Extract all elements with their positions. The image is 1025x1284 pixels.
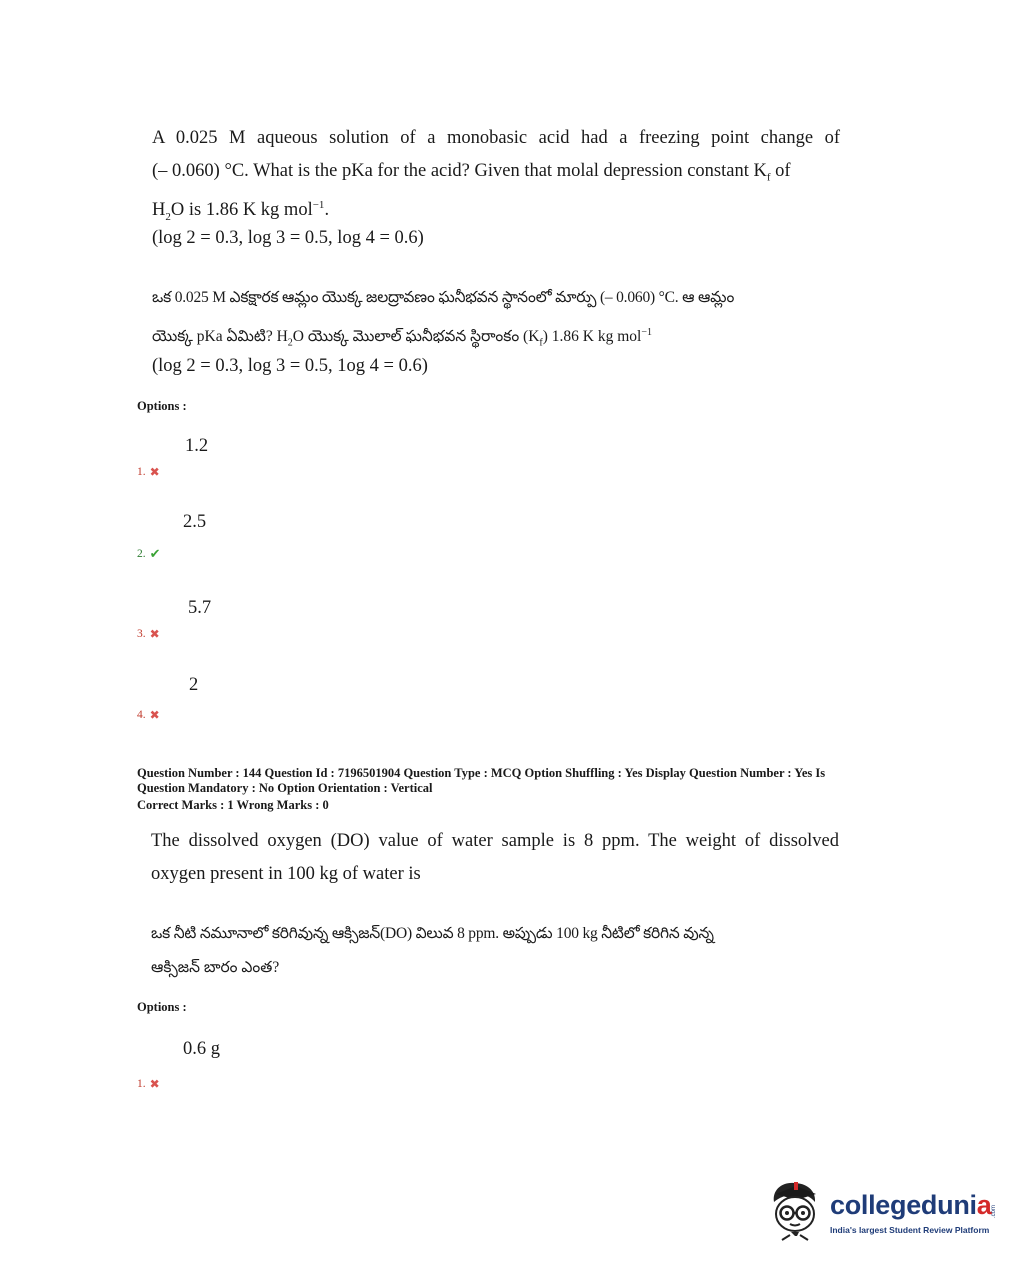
q2-telugu-line2: ఆక్సిజన్ బారం ఎంత? [151, 959, 280, 976]
logo-com: .com [991, 1205, 998, 1219]
logo-tagline: India's largest Student Review Platform [830, 1224, 990, 1235]
q2-english-line2: oxygen present in 100 kg of water is [151, 864, 421, 884]
q2-meta-line1: Question Number : 144 Question Id : 7196501904 Question Type : MCQ Option Shuffling : Yes Display Question Number : Yes Is [137, 766, 826, 780]
q1-telugu-line3: (log 2 = 0.3, log 3 = 0.5, 1og 4 = 0.6) [152, 356, 428, 376]
q2-option-1-value[interactable]: 0.6 g [183, 1039, 220, 1059]
q2-meta-line3: Correct Marks : 1 Wrong Marks : 0 [137, 798, 329, 812]
q1-option-1-number: 1. ✖ [137, 465, 160, 479]
collegedunia-logo [766, 1180, 997, 1246]
q2-telugu-line1: ఒక నీటి నమూనాలో కరిగివున్న ఆక్సిజన్(DO) విలువ 8 ppm. అప్పుడు 100 kg నీటిలో కరిగిన వున్న [151, 925, 714, 942]
q1-options-label: Options : [137, 399, 187, 413]
q1-option-2-value[interactable]: 2.5 [183, 512, 207, 532]
q2-options-label: Options : [137, 1000, 187, 1014]
q1-english-line1: A 0.025 M aqueous solution of a monobasic acid had a freezing point change of [152, 128, 840, 148]
wrong-mark-icon: ✖ [149, 627, 160, 641]
student-mascot-icon [766, 1180, 824, 1246]
q1-option-3-value[interactable]: 5.7 [188, 598, 212, 618]
wrong-mark-icon: ✖ [149, 1077, 160, 1091]
q1-option-1-value[interactable]: 1.2 [185, 436, 209, 456]
wrong-mark-icon: ✖ [149, 708, 160, 722]
logo-text-block [830, 1189, 998, 1235]
q1-telugu-line2: యొక్క pKa ఏమిటి? $H_2O$ యొక్క మొలాల్ ఘనీభవన స్థిరాంకం $(K_f)$ 1.86 K kg mol$^{-1}$ [152, 327, 652, 349]
wrong-mark-icon: ✖ [149, 465, 160, 479]
q1-option-2-number: 2. ✔ [137, 546, 161, 561]
q2-option-1-number: 1. ✖ [137, 1077, 160, 1091]
correct-check-icon: ✔ [149, 546, 161, 561]
q1-telugu-line1: ఒక 0.025 M ఎకక్షారక ఆమ్లం యొక్క జలద్రావణం ఘనీభవన స్థానంలో మార్పు (– 0.060) °C. ఆ ఆమ్లం [152, 289, 735, 306]
logo-name: collegedunia [830, 1189, 992, 1220]
q1-option-4-value[interactable]: 2 [189, 675, 199, 695]
q1-english-line2: (– 0.060) °C. What is the pKa for the acid? Given that molal depression constant $K_f$ of [152, 161, 791, 184]
q1-english-line3: $H_2O$ is 1.86 K kg mol$^{-1}$. [152, 199, 330, 223]
q2-meta-line2: Question Mandatory : No Option Orientation : Vertical [137, 781, 433, 795]
q1-option-3-number: 3. ✖ [137, 627, 160, 641]
q1-english-line4: (log 2 = 0.3, log 3 = 0.5, log 4 = 0.6) [152, 228, 424, 248]
q2-english-line1: The dissolved oxygen (DO) value of water sample is 8 ppm. The weight of dissolved [151, 831, 839, 851]
q1-option-4-number: 4. ✖ [137, 708, 160, 722]
